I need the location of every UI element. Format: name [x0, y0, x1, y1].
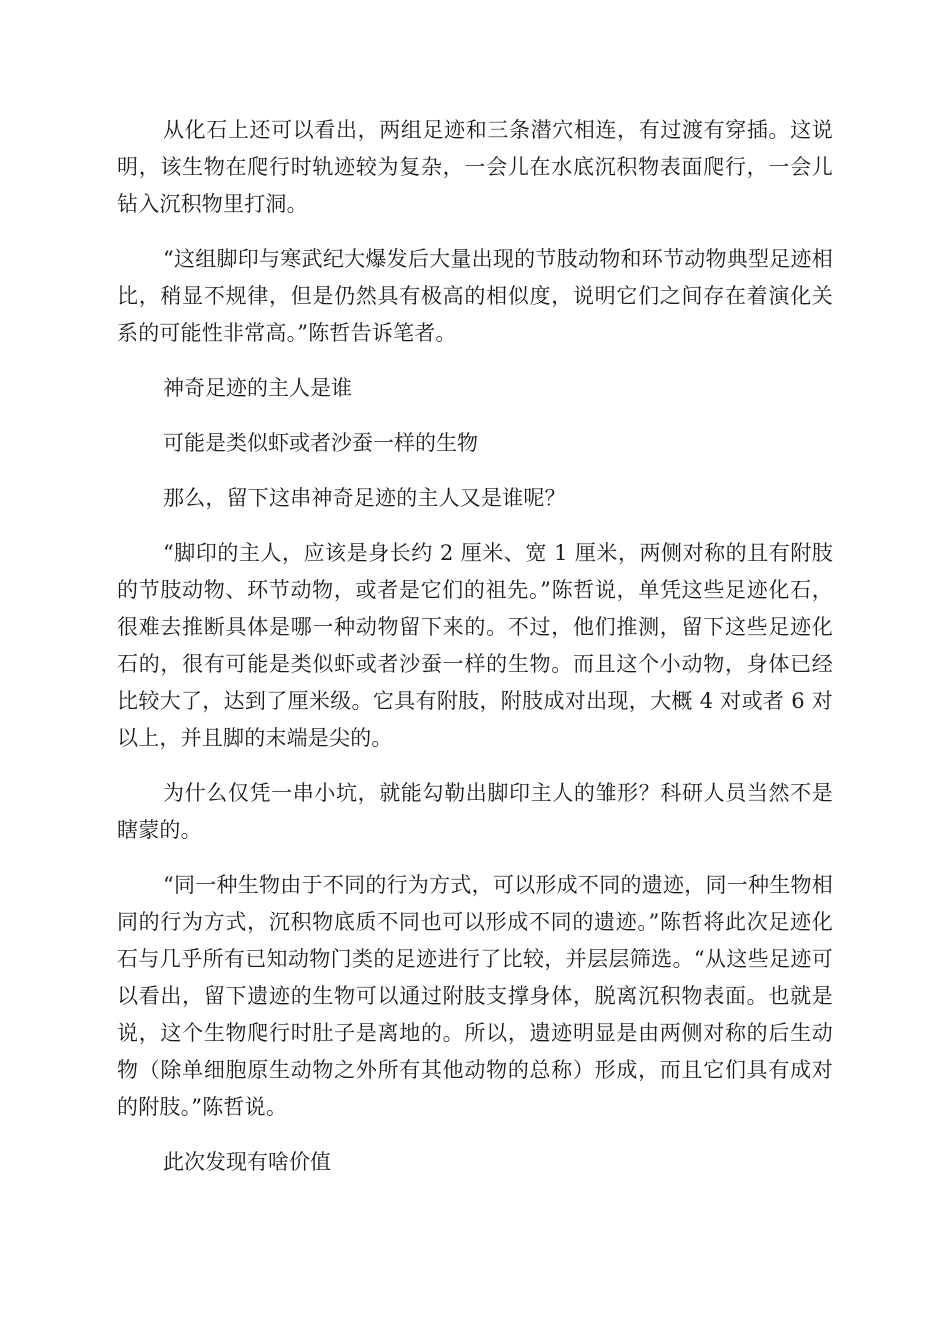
paragraph-2: “这组脚印与寒武纪大爆发后大量出现的节肢动物和环节动物典型足迹相比，稍显不规律，但是仍然具有极高的相似度，说明它们之间存在着演化关系的可能性非常高。”陈哲告诉笔者。 — [117, 247, 833, 345]
paragraph-3: 那么，留下这串神奇足迹的主人又是谁呢？ — [163, 486, 566, 510]
section-subheading-owner: 可能是类似虾或者沙蚕一样的生物 — [163, 431, 478, 455]
article-body — [117, 112, 833, 1199]
paragraph-4: “脚印的主人，应该是身长约 2 厘米、宽 1 厘米，两侧对称的且有附肢的节肢动物、环节动物，或者是它们的祖先。”陈哲说，单凭这些足迹化石，很难去推断具体是哪一种动物留下来的。不过，他们推测，留下这些足迹化石的，很有可能是类似虾或者沙蚕一样的生物。而且这个小动物，身体已经比较大了，达到了厘米级。它具有附肢，附肢成对出现，大概 4 对或者 6 对以上，并且脚的末端是尖的。 — [117, 541, 833, 750]
paragraph-6: “同一种生物由于不同的行为方式，可以形成不同的遗迹，同一种生物相同的行为方式，沉积物底质不同也可以形成不同的遗迹。”陈哲将此次足迹化石与几乎所有已知动物门类的足迹进行了比较，并层层筛选。“从这些足迹可以看出，留下遗迹的生物可以通过附肢支撑身体，脱离沉积物表面。也就是说，这个生物爬行时肚子是离地的。所以，遗迹明显是由两侧对称的后生动物（除单细胞原生动物之外所有其他动物的总称）形成，而且它们具有成对的附肢。”陈哲说。 — [117, 873, 833, 1119]
paragraph-1: 从化石上还可以看出，两组足迹和三条潜穴相连，有过渡有穿插。这说明，该生物在爬行时轨迹较为复杂，一会儿在水底沉积物表面爬行，一会儿钻入沉积物里打洞。 — [117, 118, 833, 216]
paragraph-5: 为什么仅凭一串小坑，就能勾勒出脚印主人的雏形？科研人员当然不是瞎蒙的。 — [117, 781, 833, 842]
section-heading-value: 此次发现有啥价值 — [163, 1150, 331, 1174]
section-heading-owner: 神奇足迹的主人是谁 — [163, 376, 352, 400]
